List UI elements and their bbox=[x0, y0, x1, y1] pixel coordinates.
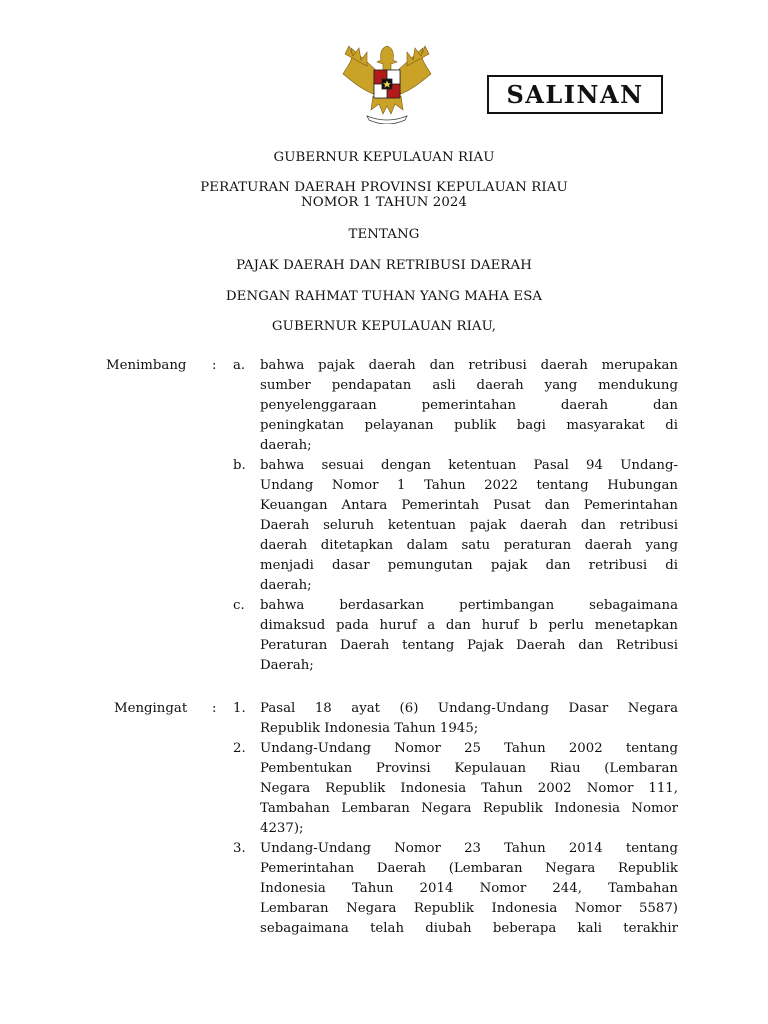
menimbang-b-line-6: menjadi dasar pemungutan pajak dan retribusi di bbox=[260, 558, 678, 573]
mengingat-marker-1: 1. bbox=[233, 701, 246, 716]
mengingat-label: Mengingat bbox=[114, 701, 188, 716]
mengingat-2-line-3: Negara Republik Indonesia Tahun 2002 Nomor 111, bbox=[260, 781, 678, 796]
governor-title: GUBERNUR KEPULAUAN RIAU bbox=[273, 150, 495, 165]
menimbang-marker-b: b. bbox=[233, 458, 246, 473]
menimbang-a-line-5: daerah; bbox=[260, 438, 312, 453]
mengingat-3-line-1: Undang-Undang Nomor 23 Tahun 2014 tentang bbox=[260, 841, 678, 856]
menimbang-marker-c: c. bbox=[233, 598, 245, 613]
menimbang-a-line-1: bahwa pajak daerah dan retribusi daerah merupakan bbox=[260, 358, 678, 373]
mengingat-1-line-2: Republik Indonesia Tahun 1945; bbox=[260, 721, 479, 736]
mengingat-2-line-4: Tambahan Lembaran Negara Republik Indonesia Nomor bbox=[260, 801, 678, 816]
menimbang-b-line-4: Daerah seluruh ketentuan pajak daerah dan retribusi bbox=[260, 518, 678, 533]
menimbang-b-line-3: Keuangan Antara Pemerintah Pusat dan Pemerintahan bbox=[260, 498, 678, 513]
menimbang-a-line-3: penyelenggaraan pemerintahan daerah dan bbox=[260, 398, 678, 413]
regulation-subject: PAJAK DAERAH DAN RETRIBUSI DAERAH bbox=[236, 258, 532, 273]
menimbang-c-line-3: Peraturan Daerah tentang Pajak Daerah dan Retribusi bbox=[260, 638, 678, 653]
mengingat-3-line-2: Pemerintahan Daerah (Lembaran Negara Republik bbox=[260, 861, 678, 876]
menimbang-b-line-7: daerah; bbox=[260, 578, 312, 593]
menimbang-label: Menimbang bbox=[106, 358, 187, 373]
menimbang-b-line-2: Undang Nomor 1 Tahun 2022 tentang Hubungan bbox=[260, 478, 678, 493]
regulation-title: PERATURAN DAERAH PROVINSI KEPULAUAN RIAU bbox=[200, 180, 568, 195]
menimbang-marker-a: a. bbox=[233, 358, 246, 373]
menimbang-c-line-1: bahwa berdasarkan pertimbangan sebagaimana bbox=[260, 598, 678, 613]
menimbang-b-line-5: daerah ditetapkan dalam satu peraturan daerah yang bbox=[260, 538, 678, 553]
issuer-line: GUBERNUR KEPULAUAN RIAU, bbox=[271, 319, 497, 334]
preamble-line: DENGAN RAHMAT TUHAN YANG MAHA ESA bbox=[225, 289, 543, 304]
menimbang-colon: : bbox=[212, 358, 217, 373]
mengingat-marker-2: 2. bbox=[233, 741, 246, 756]
menimbang-c-line-4: Daerah; bbox=[260, 658, 314, 673]
mengingat-2-line-5: 4237); bbox=[260, 821, 304, 836]
salinan-stamp-text: SALINAN bbox=[506, 80, 644, 109]
mengingat-3-line-4: Lembaran Negara Republik Indonesia Nomor 5587) bbox=[260, 901, 678, 916]
salinan-stamp bbox=[487, 75, 663, 114]
mengingat-2-line-2: Pembentukan Provinsi Kepulauan Riau (Lembaran bbox=[260, 761, 678, 776]
mengingat-3-line-3: Indonesia Tahun 2014 Nomor 244, Tambahan bbox=[260, 881, 678, 896]
mengingat-marker-3: 3. bbox=[233, 841, 246, 856]
mengingat-colon: : bbox=[212, 701, 217, 716]
regulation-number: NOMOR 1 TAHUN 2024 bbox=[300, 195, 468, 210]
mengingat-3-line-5: sebagaimana telah diubah beberapa kali terakhir bbox=[260, 921, 678, 936]
menimbang-a-line-2: sumber pendapatan asli daerah yang mendukung bbox=[260, 378, 678, 393]
tentang-heading: TENTANG bbox=[348, 227, 420, 242]
menimbang-b-line-1: bahwa sesuai dengan ketentuan Pasal 94 Undang- bbox=[260, 458, 678, 473]
mengingat-1-line-1: Pasal 18 ayat (6) Undang-Undang Dasar Negara bbox=[260, 701, 678, 716]
garuda-emblem-icon bbox=[337, 40, 437, 124]
menimbang-c-line-2: dimaksud pada huruf a dan huruf b perlu menetapkan bbox=[260, 618, 678, 633]
menimbang-a-line-4: peningkatan pelayanan publik bagi masyarakat di bbox=[260, 418, 678, 433]
mengingat-2-line-1: Undang-Undang Nomor 25 Tahun 2002 tentang bbox=[260, 741, 678, 756]
